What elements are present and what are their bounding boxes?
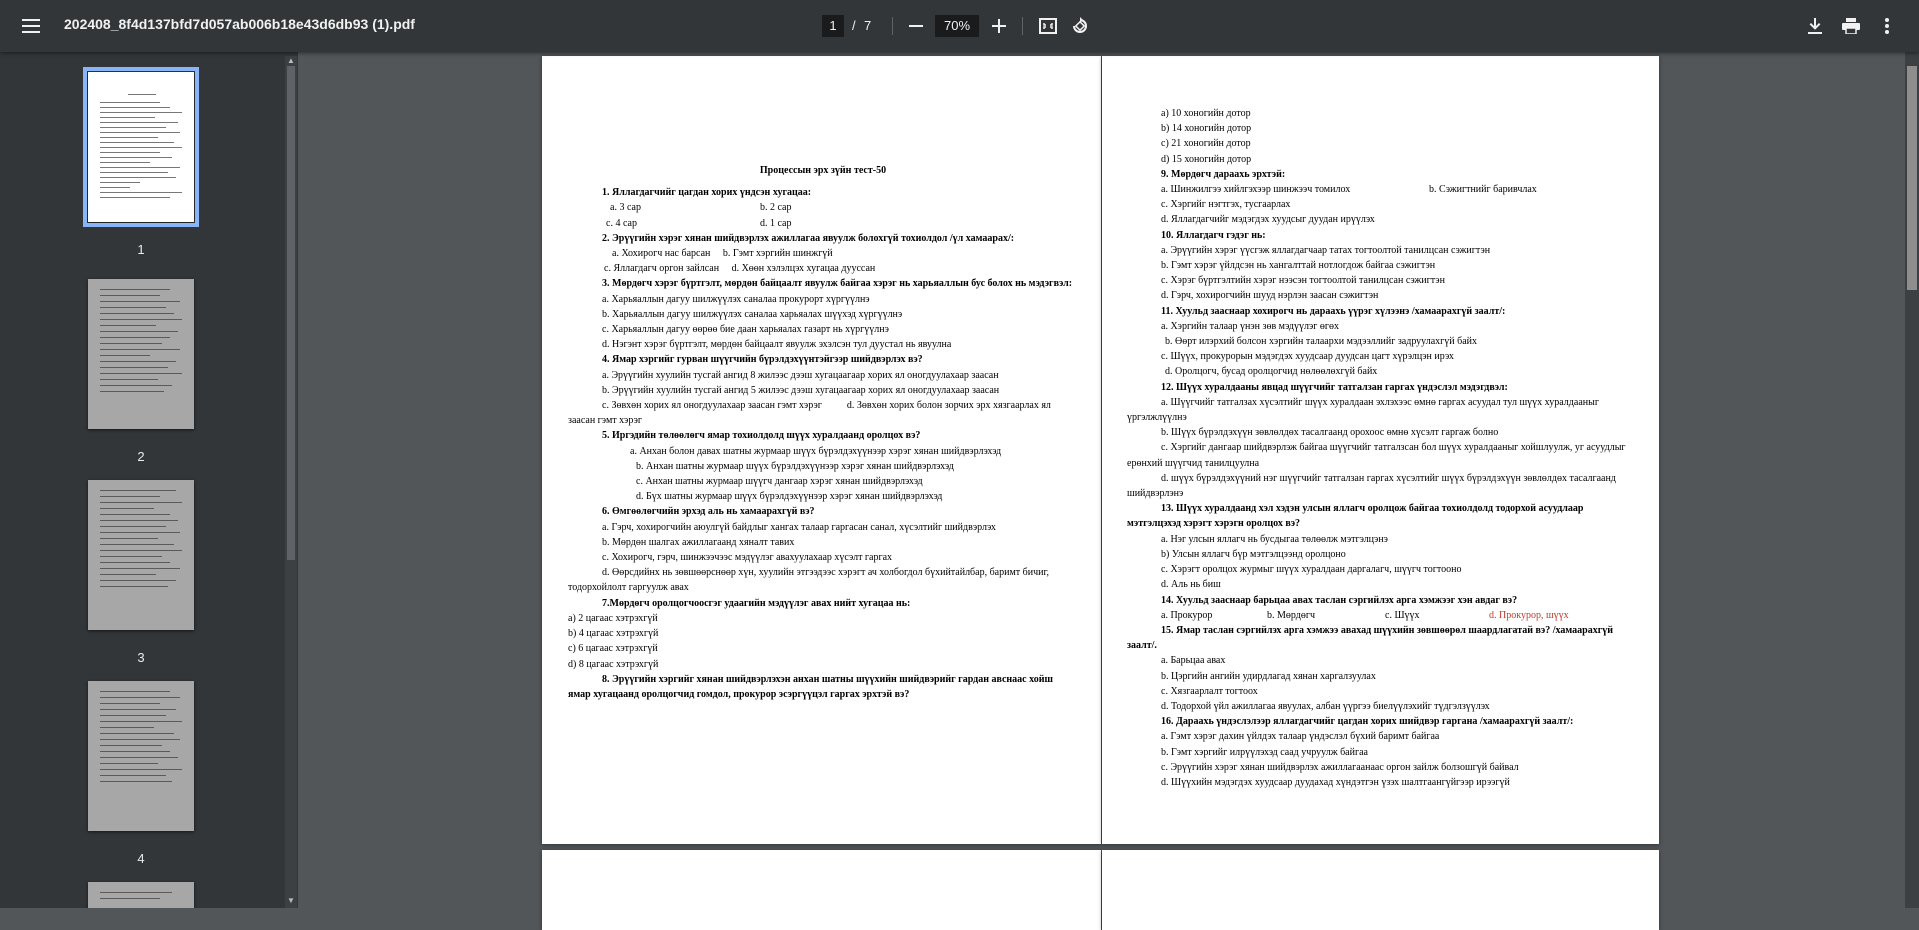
page-separator: /	[852, 18, 856, 33]
answer-8c: c) 21 хоногийн дотор	[1161, 138, 1251, 150]
answer-7b: b) 4 цагаас хэтрэхгүй	[568, 628, 659, 640]
answer-16d: d. Шүүхийн мэдэгдэх хуудсаар дуудахад хүндэтгэн үзэх шалтгаангүйгээр ирээгүй	[1161, 776, 1510, 788]
answer-3a: a. Харьяаллын дагуу шилжүүлэх саналаа прокурорт хүргүүлнэ	[602, 293, 870, 305]
thumbnail-page-1[interactable]	[88, 72, 194, 222]
answer-2c: c. Яллагдагч оргон зайлсан	[604, 263, 720, 275]
question-1: 1. Яллагдагчийг цагдан хорих үндсэн хугацаа:	[602, 187, 812, 199]
page-title: Процессын эрх зүйн тест-50	[759, 165, 887, 176]
answer-13d: d. Аль нь биш	[1161, 579, 1221, 591]
zoom-level-input[interactable]: 70%	[935, 15, 979, 37]
sidebar-scrollbar-thumb[interactable]	[287, 66, 295, 560]
answer-14b: b. Мөрдөгч	[1267, 609, 1315, 621]
more-options-icon[interactable]	[1875, 14, 1899, 38]
answer-13b: b) Улсын яллагч бүр мэтгэлцээнд оролцоно	[1161, 548, 1346, 560]
answer-11b: b. Өөрт илэрхий болсон хэргийн талаархи мэдээллийг задруулахгүй байх	[1165, 336, 1478, 348]
answer-4c: c. Зөвхөн хорих ял оногдуулахаар заасан гэмт хэрэг	[602, 400, 822, 412]
answer-8b: b) 14 хоногийн дотор	[1161, 123, 1252, 135]
question-8: 8. Эрүүгийн хэргийг хянан шийдвэрлэхэн анхан шатны шүүхийн шийдвэрийг гардан авснаас хойш ямар хугацаанд оролцогчид гомдол, прокурор эсэргүүцэл гаргах эрхтэй вэ?	[568, 673, 1053, 700]
answer-11c: c. Шүүх, прокурорын мэдэгдэх хуудсаар дуудсан цагт хүрэлцэн ирэх	[1161, 351, 1454, 363]
answer-16c: c. Эрүүгийн хэрэг хянан шийдвэрлэх ажиллагаанаас оргон зайлж болзошгүй байвал	[1161, 761, 1519, 773]
file-title: 202408_8f4d137bfd7d057ab006b18e43d6db93 (1).pdf	[64, 16, 415, 32]
answer-16a: a. Гэмт хэрэг дахин үйлдэх талаар үндэслэл бүхий баримт байгаа	[1161, 731, 1440, 743]
question-10: 10. Яллагдагч гэдэг нь:	[1161, 229, 1266, 241]
answer-12d: d. шүүх бүрэлдэхүүний нэг шүүгчийг татгалзан гаргах хүсэлтийг шүүх бүрэлдэхүүн зөвлөлдөх тасалгаанд шийдвэрлэнэ	[1127, 472, 1616, 500]
scroll-down-icon[interactable]: ▼	[287, 896, 295, 905]
download-icon[interactable]	[1803, 14, 1827, 38]
answer-4b: b. Эрүүгийн хуулийн тусгай ангид 5 жилээс дээш хугацаагаар хорих ял оногдуулахаар заасан	[602, 384, 1000, 396]
answer-8d: d) 15 хоногийн дотор	[1161, 153, 1252, 165]
answer-14c: c. Шүүх	[1385, 609, 1420, 621]
thumbnail-label: 1	[137, 242, 145, 257]
answer-15d: d. Тодорхой үйл ажиллагаа явуулах, албан үүргээ биелүүлэхийг түдгэлзүүлэх	[1161, 700, 1490, 712]
answer-6b: b. Мөрдөн шалгах ажиллагаанд хяналт тавих	[602, 536, 795, 548]
answer-7c: c) 6 цагаас хэтрэхгүй	[568, 643, 658, 655]
answer-5c: c. Анхан шатны журмаар шүүгч дангаар хэрэг хянан шийдвэрлэхэд	[636, 476, 923, 488]
question-9: 9. Мөрдөгч дараахь эрхтэй:	[1161, 168, 1286, 180]
answer-9a: a. Шинжилгээ хийлгэхээр шинжээч томилох	[1161, 184, 1351, 196]
answer-5a: a. Анхан болон давах шатны журмаар шүүх бүрэлдэхүүнээр хэрэг хянан шийдвэрлэхэд	[630, 445, 1002, 457]
answer-15a: a. Барьцаа авах	[1161, 655, 1226, 667]
answer-14a: a. Прокурор	[1161, 609, 1213, 621]
pdf-toolbar	[0, 0, 1919, 52]
answer-10c: c. Хэрэг бүртгэлтийн хэрэг нээсэн тогтоолтой танилцсан сэжигтэн	[1161, 275, 1445, 287]
question-16: 16. Дараахь үндэслэлээр яллагдагчийг цагдан хорих шийдвэр гаргана /хамаарахгүй заалт/:	[1161, 716, 1574, 728]
question-13: 13. Шүүх хуралдаанд хэл хэдэн улсын яллагч оролцож байгаа тохиолдолд тодорхой асуудлаар мэтгэлцэхэд хэрэгт хэрэгн оролцох вэ?	[1127, 503, 1584, 530]
zoom-out-icon[interactable]	[904, 14, 928, 38]
answer-9c: c. Хэргийг нэгтгэх, тусгаарлах	[1161, 199, 1291, 211]
answer-10d: d. Гэрч, хохирогчийн шууд нэрлэн заасан сэжигтэн	[1161, 290, 1379, 302]
answer-9b: b. Сэжигтнийг баривчлах	[1429, 184, 1537, 196]
answer-1c: c. 4 сар	[606, 217, 637, 229]
answer-10a: a. Эрүүгийн хэрэг үүсгэж яллагдагчаар татах тогтоолтой танилцсан сэжигтэн	[1161, 244, 1491, 256]
answer-2a: a. Хохирогч нас барсан	[612, 248, 711, 260]
page-total: 7	[864, 18, 872, 33]
toolbar-divider	[1022, 17, 1023, 35]
answer-15b: b. Цэргийн ангийн удирдлагад хянан харгалзуулах	[1161, 670, 1376, 682]
answer-3b: b. Харьяаллын дагуу шилжүүлэх саналаа харьяалах шүүхэд хүргүүлнэ	[602, 308, 903, 320]
answer-7a: a) 2 цагаас хэтрэхгүй	[568, 612, 658, 624]
print-icon[interactable]	[1839, 14, 1863, 38]
thumbnail-page-3[interactable]	[88, 480, 194, 630]
question-5: 5. Иргэдийн төлөөлөгч ямар тохиолдолд шүүх хуралдаанд оролцох вэ?	[602, 430, 921, 442]
answer-6c: c. Хохирогч, гэрч, шинжээчээс мэдүүлэг авахуулахаар хүсэлт гаргах	[602, 552, 893, 564]
thumbnail-page-5[interactable]	[88, 882, 194, 908]
rotate-icon[interactable]	[1068, 14, 1092, 38]
answer-14d: d. Прокурор, шүүх	[1489, 609, 1569, 621]
answer-2d: d. Хөөн хэлэлцэх хугацаа дууссан	[731, 263, 876, 275]
answer-13c: c. Хэрэгт оролцох журмыг шүүх хуралдаан даргалагч, шүүгч тогтооно	[1161, 564, 1462, 576]
answer-10b: b. Гэмт хэрэг үйлдсэн нь хангалттай нотлогдож байгаа сэжигтэн	[1161, 260, 1436, 272]
answer-4a: a. Эрүүгийн хуулийн тусгай ангид 8 жилээс дээш хугацаагаар хорих ял оногдуулахаар заасан	[602, 369, 999, 381]
thumbnail-sidebar	[0, 52, 298, 908]
toolbar-divider	[892, 17, 893, 35]
answer-7d: d) 8 цагаас хэтрэхгүй	[568, 658, 659, 670]
answer-1d: d. 1 сар	[760, 217, 792, 229]
pdf-page-3	[542, 850, 1101, 930]
thumbnail-page-4[interactable]	[88, 681, 194, 831]
fit-to-page-icon[interactable]	[1036, 14, 1060, 38]
question-2: 2. Эрүүгийн хэрэг хянан шийдвэрлэх ажиллагаа явуулж болохгүй тохиолдол /үл хамаарах/:	[602, 232, 1015, 244]
question-12: 12. Шүүх хуралдааны явцад шүүгчийг татгалзан гаргах үндэслэл мэдэгдвэл:	[1161, 381, 1508, 393]
answer-15c: c. Хязгаарлалт тогтоох	[1161, 685, 1258, 697]
answer-6a: a. Гэрч, хохирогчийн аюулгүй байдлыг хангах талаар гаргасан санал, хүсэлтийг шийдвэрлэх	[602, 521, 996, 533]
question-11: 11. Хуульд зааснаар хохирогч нь дараахь үүрэг хүлээнэ /хамаарахгүй заалт/:	[1161, 305, 1506, 317]
answer-4d: d. Зөвхөн хорих болон зорчих эрх хязгаарлах ял заасан гэмт хэрэг	[568, 400, 1051, 427]
answer-5d: d. Бүх шатны журмаар шүүх бүрэлдэхүүнээр хэрэг хянан шийдвэрлэхэд	[636, 491, 943, 503]
answer-5b: b. Анхан шатны журмаар шүүх бүрэлдэхүүнээр хэрэг хянан шийдвэрлэхэд	[636, 460, 954, 472]
pdf-page-2	[1102, 56, 1659, 844]
scroll-up-icon[interactable]: ▲	[287, 56, 295, 65]
question-6: 6. Өмгөөлөгчийн эрхэд аль нь хамаарахгүй вэ?	[602, 506, 815, 518]
question-7: 7.Мөрдөгч оролцогчоосгэг удаагийн мэдүүлэг авах нийт хугацаа нь:	[602, 597, 911, 609]
answer-1a: a. 3 сар	[610, 202, 641, 214]
answer-9d: d. Яллагдагчийг мэдэгдэх хуудсыг дуудан ирүүлэх	[1161, 214, 1375, 226]
page-number-input[interactable]: 1	[822, 15, 844, 37]
question-4: 4. Ямар хэргийг гурван шүүгчийн бүрэлдэхүүнтэйгээр шийдвэрлэх вэ?	[602, 354, 923, 366]
pdf-page-4	[1102, 850, 1659, 930]
answer-13a: a. Нэг улсын яллагч нь бусдыгаа төлөөлж мэтгэлцэнэ	[1161, 533, 1388, 545]
thumbnail-label: 2	[137, 449, 145, 464]
menu-icon[interactable]	[16, 14, 46, 38]
answer-12c: c. Хэргийг дангаар шийдвэрлэж байгаа шүүгчийг татгалзсан бол шүүх хуралдааныг хойшлуулж, уг асуудлыг ерөнхий шүүгчид танилцуулна	[1127, 442, 1626, 469]
answer-3d: d. Нэгэнт хэрэг бүртгэлт, мөрдөн байцаалт явуулж эхэлсэн тул дуустал нь явуулна	[602, 339, 952, 351]
answer-11a: a. Хэргийн талаар үнэн зөв мэдүүлэг өгөх	[1161, 320, 1339, 332]
question-15: 15. Ямар таслан сэргийлэх арга хэмжээ авахад шүүхийн зөвшөөрөл шаардлагатай вэ? /хамаарахгүй заалт/.	[1127, 624, 1614, 652]
answer-12b: b. Шүүх бүрэлдэхүүн зөвлөлдөх тасалгаанд орохоос өмнө хүсэлт гаргаж болно	[1161, 427, 1499, 439]
answer-1b: b. 2 сар	[760, 202, 792, 214]
pdf-page-1	[542, 56, 1101, 844]
question-14: 14. Хуульд зааснаар барьцаа авах таслан сэргийлэх арга хэмжээг хэн авдаг вэ?	[1161, 594, 1518, 606]
zoom-in-icon[interactable]	[987, 14, 1011, 38]
answer-12a: a. Шүүгчийг татгалзах хүсэлтийг шүүх хуралдаан эхлэхээс өмнө гаргах асуудал тул шүүх хуралдааныг үргэлжлүүлнэ	[1127, 396, 1599, 424]
thumbnail-label: 3	[137, 650, 145, 665]
document-scrollbar-thumb[interactable]	[1907, 66, 1917, 290]
answer-6d: d. Өөрсдийнх нь зөвшөөрснөөр хүн, хуулийн этгээдээс хэрэгт ач холбогдол бүхийтайлбар, баримт бичиг, тодорхойлолт гаргуулж авах	[568, 567, 1049, 594]
answer-2b: b. Гэмт хэргийн шинжгүй	[722, 248, 833, 260]
question-3: 3. Мөрдөгч хэрэг бүртгэлт, мөрдөн байцаалт явуулж байгаа хэрэг нь харьяаллын бус болох нь мэдэгвэл:	[602, 278, 1073, 290]
answer-3c: c. Харьяаллын дагуу өөрөө бие даан харьяалах газарт нь хүргүүлнэ	[602, 324, 889, 336]
thumbnail-label: 4	[137, 851, 145, 866]
answer-11d: d. Оролцогч, бусад оролцогчид нөлөөлөхгүй байх	[1165, 366, 1378, 378]
answer-16b: b. Гэмт хэргийг илрүүлэхэд саад учруулж байгаа	[1161, 746, 1368, 758]
thumbnail-page-2[interactable]	[88, 279, 194, 429]
answer-8a: a) 10 хоногийн дотор	[1161, 108, 1251, 119]
